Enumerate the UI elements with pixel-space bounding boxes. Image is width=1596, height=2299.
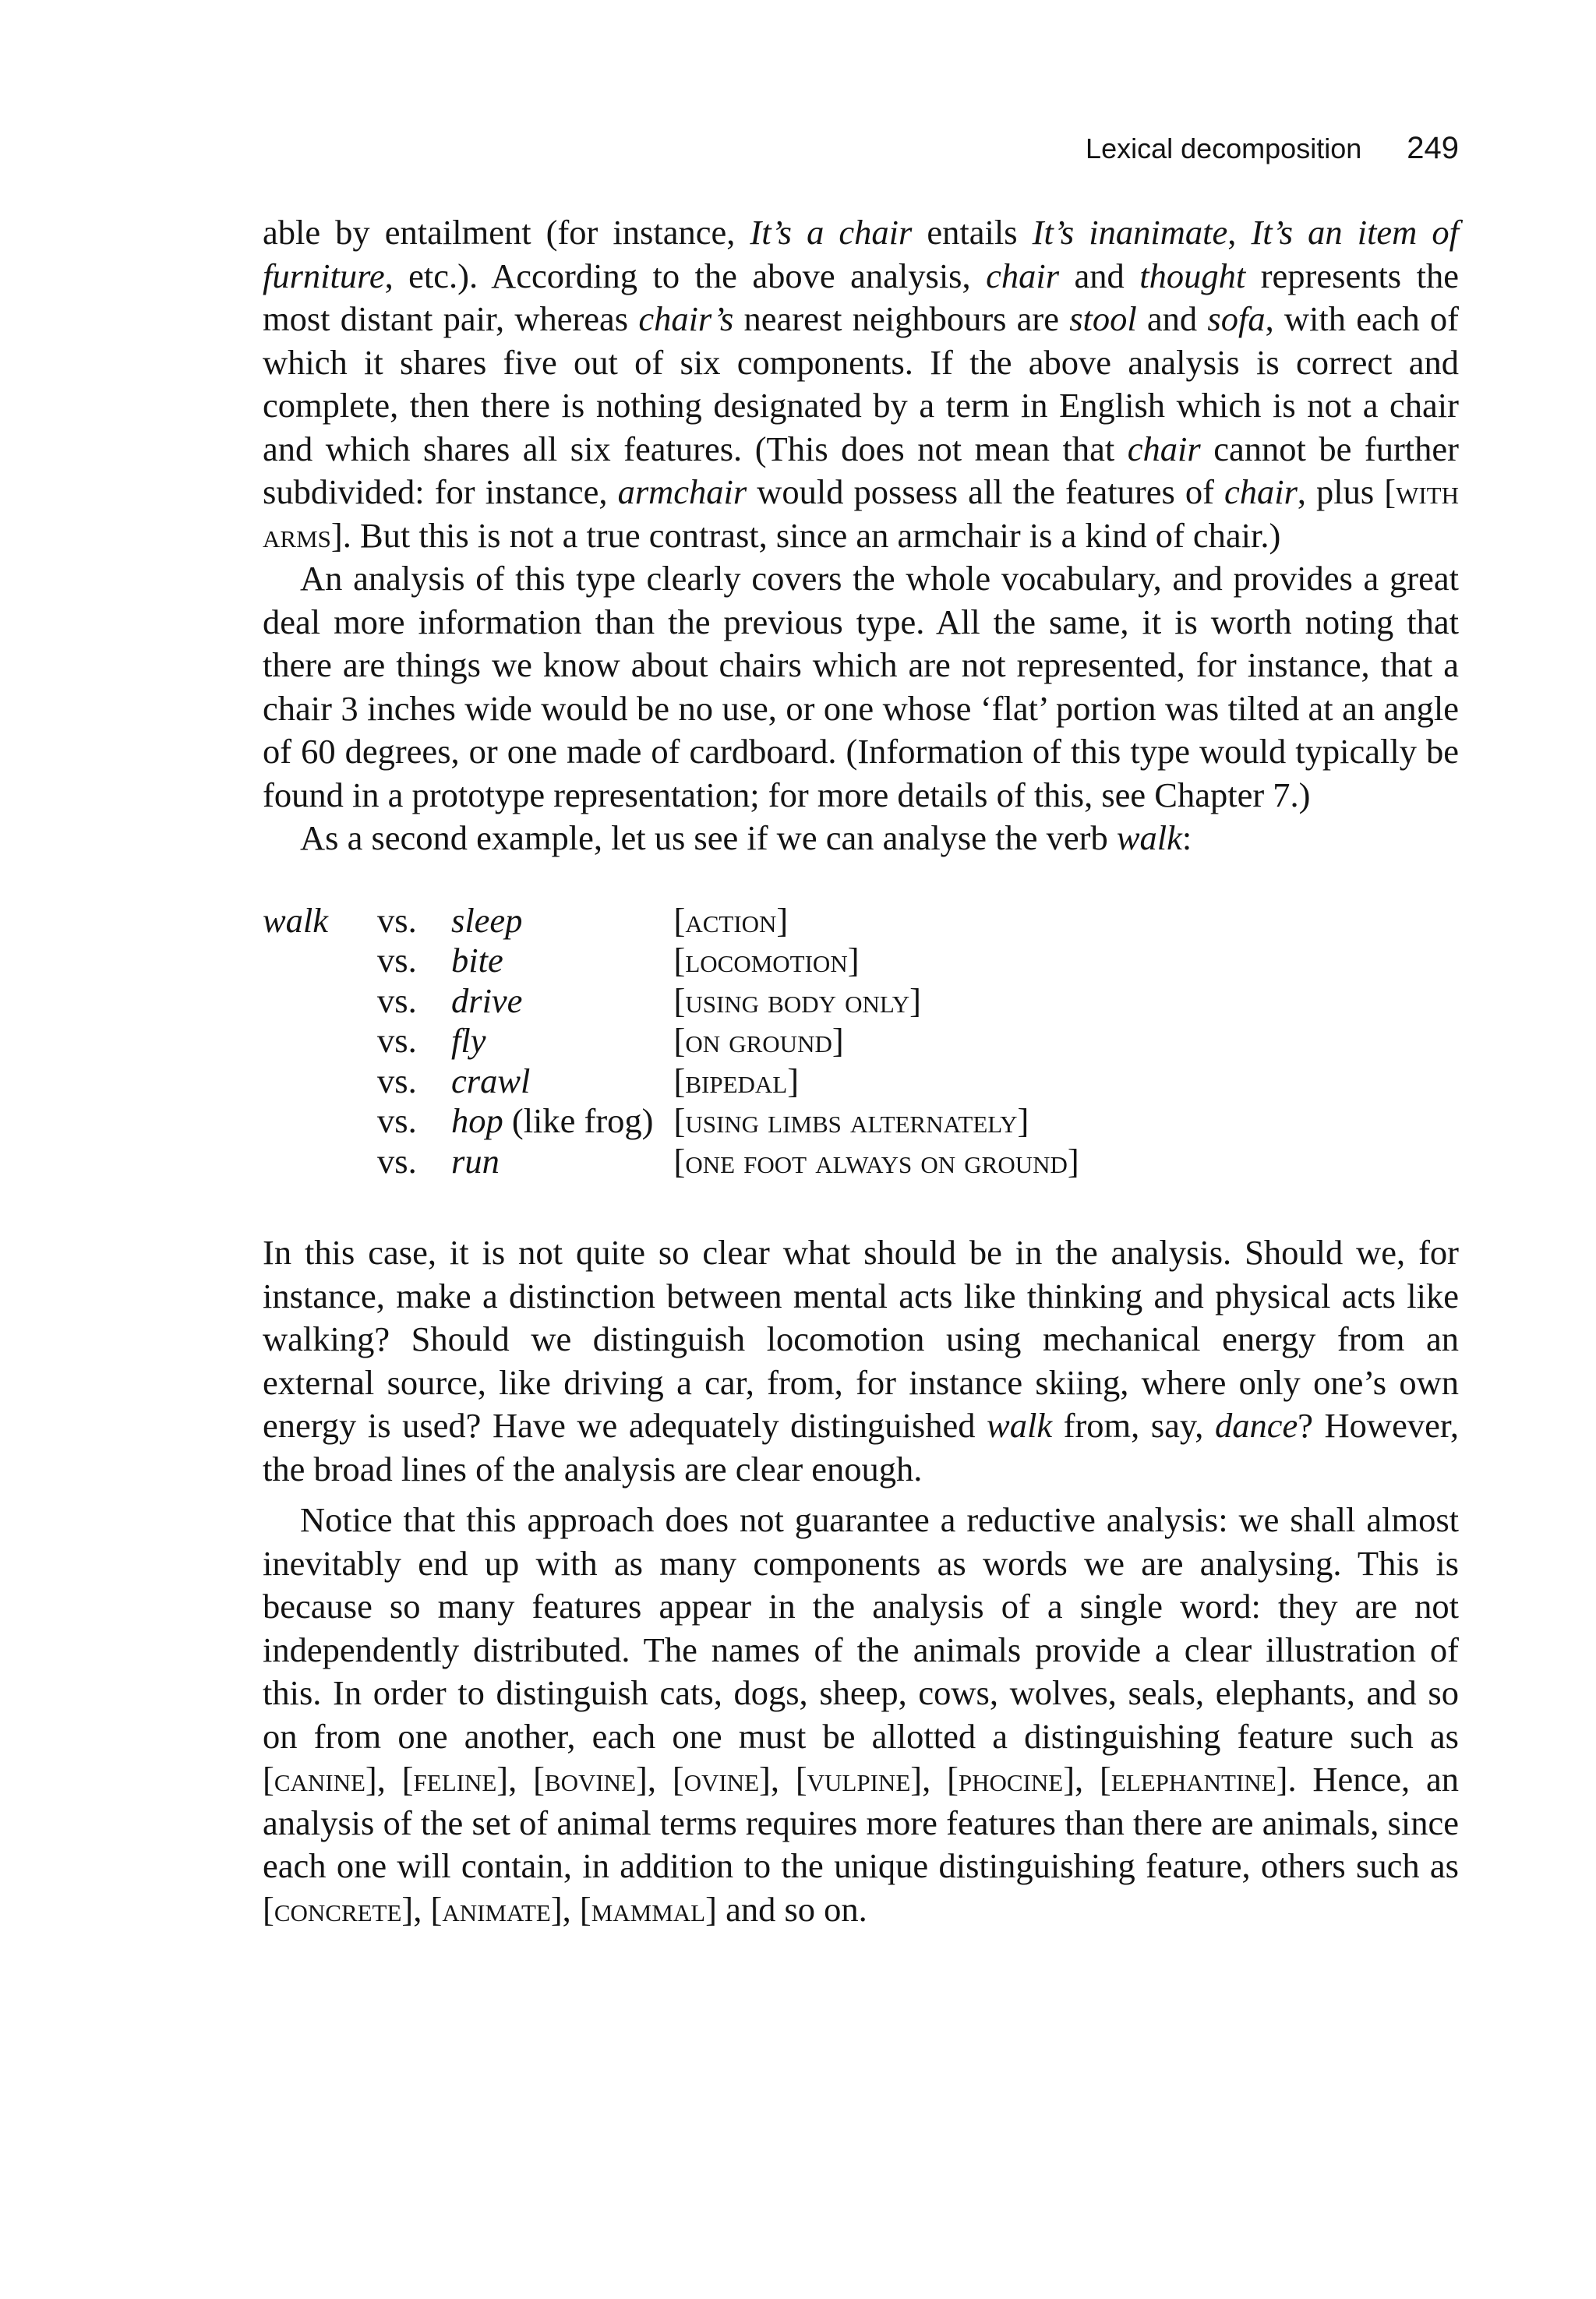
page-number: 249 [1407, 131, 1459, 165]
header-title: Lexical decomposition [1086, 132, 1362, 164]
analysis-row: vs. crawl [bipedal] [377, 1061, 800, 1100]
analysis-row: vs. run [one foot always on ground] [377, 1141, 1079, 1181]
analysis-row: walk vs. sleep [action] [263, 900, 789, 940]
running-header [0, 131, 1459, 166]
analysis-row: vs. hop (like frog) [using limbs alternately] [377, 1101, 1029, 1140]
analysis-row: vs. fly [on ground] [377, 1021, 844, 1060]
paragraph-1: able by entailment (for instance, It’s a chair entails It’s inanimate, It’s an item of furniture, etc.). According to the above analysis, chair and thought represents the most distant pair, whereas chair’s nearest neighbours are stool and sofa, with each of which it shares five out of six components. If the above analysis is correct and complete, then there is nothing designated by a term in English which is not a chair and which shares all six features. (This does not mean that chair cannot be further subdivided: for instance, armchair would possess all the features of chair, plus [with arms]. But this is not a true contrast, since an armchair is a kind of chair.) [263, 213, 1460, 555]
body-text [263, 211, 1459, 1931]
analysis-row: vs. drive [using body only] [377, 980, 921, 1020]
paragraph-5: Notice that this approach does not guarantee a reductive analysis: we shall almost inevitably end up with as many components as words we are analysing. This is because so many features appear in the analysis of a single word: they are not independently distributed. The names of the animals provide a clear illustration of this. In order to distinguish cats, dogs, sheep, cows, wolves, seals, elephants, and so on from one another, each one must be allotted a distinguishing feature such as [canine], [feline], [bovine], [ovine], [vulpine], [phocine], [elephantine]. Hence, an analysis of the set of animal terms requires more features than there are animals, since each one will contain, in addition to the unique distinguishing feature, others such as [concrete], [animate], [mammal] and so on. [263, 1500, 1460, 1929]
analysis-head-word: walk [263, 900, 329, 940]
walk-analysis-table [263, 901, 1079, 1182]
paragraph-2: An analysis of this type clearly covers the whole vocabulary, and provides a great deal more information than the previous type. All the same, it is worth noting that there are things we know about chairs which are not represented, for instance, that a chair 3 inches wide would be no use, or one whose ‘flat’ portion was tilted at an angle of 60 degrees, or one made of cardboard. (Information of this type would typically be found in a prototype representation; for more details of this, see Chapter 7.) [263, 559, 1459, 814]
paragraph-3: As a second example, let us see if we can analyse the verb walk: [300, 818, 1192, 857]
analysis-row: vs. bite [locomotion] [377, 941, 860, 980]
paragraph-4: In this case, it is not quite so clear what should be in the analysis. Should we, for instance, make a distinction between mental acts like thinking and physical acts like walking? Should we distinguish locomotion using mechanical energy from an external source, like driving a car, from, for instance skiing, where only one’s own energy is used? Have we adequately distinguished walk from, say, dance? However, the broad lines of the analysis are clear enough. [263, 1233, 1459, 1489]
